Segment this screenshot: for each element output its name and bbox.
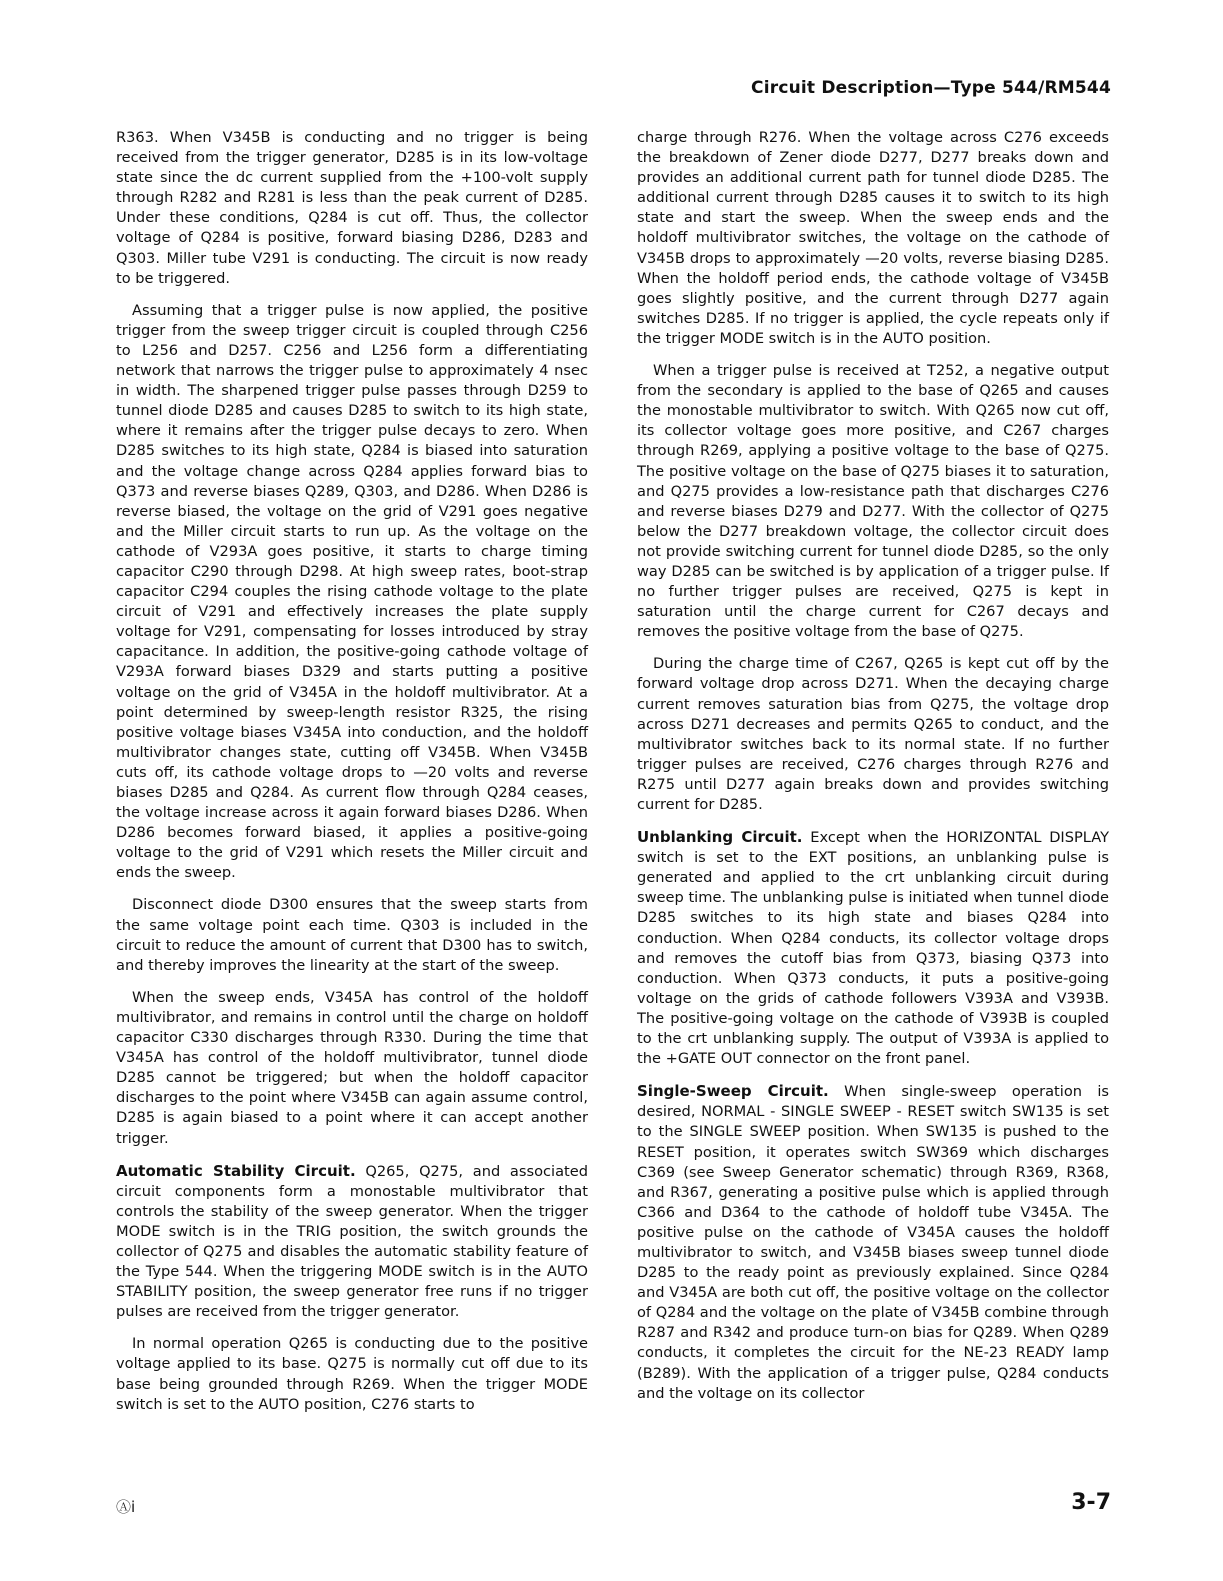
- left-column: [116, 128, 588, 1427]
- right-column: [637, 128, 1109, 1416]
- paragraph: R363. When V345B is conducting and no trigger is being received from the trigger generator, D285 is in its low-voltage state since the dc current supplied from the +100-volt supply through R282 and R281 is less than the peak current of D285. Under these conditions, Q284 is cut off. Thus, the collector voltage of Q284 is positive, forward biasing D286, D283 and Q303. Miller tube V291 is conducting. The circuit is now ready to be triggered.: [116, 129, 588, 287]
- paragraph: When the sweep ends, V345A has control of the holdoff multivibrator, and remains in control until the charge on holdoff capacitor C330 discharges through R330. During the time that V345A has control of the holdoff multivibrator, tunnel diode D285 cannot be triggered; but when the holdoff capacitor discharges to the point where V345B can again assume control, D285 is again biased to a point where it can accept another trigger.: [116, 988, 588, 1147]
- page-header: Circuit Description—Type 544/RM544: [751, 78, 1111, 98]
- section-heading: Single-Sweep Circuit.: [637, 1082, 829, 1101]
- paragraph: When a trigger pulse is received at T252, a negative output from the secondary is applied to the base of Q265 and causes the monostable multivibrator to switch. With Q265 now cut off, its collector voltage goes more positive, and C267 charges through R269, applying a positive voltage to the base of Q275. The positive voltage on the base of Q275 biases it to saturation, and Q275 provides a low-resistance path that discharges C276 and reverse biases D279 and D277. With the collector of Q275 below the D277 breakdown voltage, the collector circuit does not provide switching current for tunnel diode D285, so the only way D285 can be switched is by application of a trigger pulse. If no further trigger pulses are received, Q275 is kept in saturation until the charge current for C267 decays and removes the positive voltage from the base of Q275.: [637, 362, 1109, 641]
- section-heading: Unblanking Circuit.: [637, 828, 803, 847]
- section-heading: Automatic Stability Circuit.: [116, 1161, 356, 1180]
- paragraph-text: Except when the HORIZONTAL DISPLAY switch is set to the EXT positions, an unblanking pulse is generated and applied to the crt unblanking circuit during sweep time. The unblanking pulse is initiated when tunnel diode D285 switches to its high state and biases Q284 into conduction. When Q284 conducts, its collector voltage drops and removes the cutoff bias from Q373, biasing Q373 into conduction. When Q373 conducts, it puts a positive-going voltage on the grids of cathode followers V393A and V393B. The positive-going voltage on the cathode of V393B is coupled to the crt unblanking supply. The output of V393A is applied to the +GATE OUT connector on the front panel.: [637, 829, 1110, 1068]
- paragraph: During the charge time of C267, Q265 is kept cut off by the forward voltage drop across D271. When the decaying charge current removes saturation bias from Q275, the voltage drop across D271 decreases and permits Q265 to conduct, and the multivibrator switches back to its normal state. If no further trigger pulses are received, C276 charges through R276 and R275 until D277 again breaks down and provides switching current for D285.: [637, 655, 1109, 813]
- section-paragraph: [637, 1081, 1109, 1404]
- paragraph-text: When single-sweep operation is desired, NORMAL - SINGLE SWEEP - RESET switch SW135 is set to the SINGLE SWEEP position. When SW135 is pushed to the RESET position, it operates switch SW369 which discharges C369 (see Sweep Generator schematic) through R369, R368, and R367, generating a positive pulse which is applied through C366 and D364 to the cathode of holdoff tube V345A. The positive pulse on the cathode of V345A causes the holdoff multivibrator to switch, and V345B biases sweep tunnel diode D285 to the ready point as previously explained. Since Q284 and V345A are both cut off, the positive voltage on the collector of Q284 and the voltage on the plate of V345B combine through R287 and R342 and produce turn-on bias for Q289. When Q289 conducts, it completes the circuit for the NE-23 READY lamp (B289). With the application of a trigger pulse, Q284 conducts and the voltage on its collector: [637, 1083, 1110, 1402]
- revision-mark: Ⓐi: [116, 1498, 136, 1516]
- paragraph-text: Q265, Q275, and associated circuit components form a monostable multivibrator that controls the stability of the sweep generator. When the trigger MODE switch is in the TRIG position, the switch grounds the collector of Q275 and disables the automatic stability feature of the Type 544. When the triggering MODE switch is in the AUTO STABILITY position, the sweep generator free runs if no trigger pulses are received from the trigger generator.: [116, 1162, 588, 1321]
- section-paragraph: [116, 1161, 588, 1323]
- paragraph: In normal operation Q265 is conducting due to the positive voltage applied to its base. Q275 is normally cut off due to its base being grounded through R269. When the trigger MODE switch is set to the AUTO position, C276 starts to: [116, 1335, 588, 1413]
- paragraph: Disconnect diode D300 ensures that the sweep starts from the same voltage point each time. Q303 is included in the circuit to reduce the amount of current that D300 has to switch, and thereby improves the linearity at the start of the sweep.: [116, 896, 588, 974]
- page-number: 3-7: [1071, 1490, 1111, 1515]
- section-paragraph: [637, 827, 1109, 1069]
- paragraph: charge through R276. When the voltage across C276 exceeds the breakdown of Zener diode D277, D277 breaks down and provides an additional current path for tunnel diode D285. The additional current through D285 causes it to switch to its high state and start the sweep. When the sweep ends and the holdoff multivibrator switches, the voltage on the cathode of V345B drops to approximately —20 volts, reverse biasing D285. When the holdoff period ends, the cathode voltage of V345B goes slightly positive, and the current through D277 again switches D285. If no trigger is applied, the cycle repeats only if the trigger MODE switch is in the AUTO position.: [637, 129, 1109, 347]
- paragraph: Assuming that a trigger pulse is now applied, the positive trigger from the sweep trigger circuit is coupled through C256 to L256 and D257. C256 and L256 form a differentiating network that narrows the trigger pulse to approximately 4 nsec in width. The sharpened trigger pulse passes through D259 to tunnel diode D285 and causes D285 to switch to its high state, where it remains after the trigger pulse decays to zero. When D285 switches to its high state, Q284 is biased into saturation and the voltage change across Q284 applies forward bias to Q373 and reverse biases Q289, Q303, and D286. When D286 is reverse biased, the voltage on the grid of V291 goes negative and the Miller circuit starts to run up. As the voltage on the cathode of V293A goes positive, it starts to charge timing capacitor C290 through D298. At high sweep rates, boot-strap capacitor C294 couples the rising cathode voltage to the plate circuit of V291 and effectively increases the plate supply voltage for V291, compensating for losses introduced by stray capacitance. In addition, the positive-going cathode voltage of V293A forward biases D329 and starts putting a positive voltage on the grid of V345A in the holdoff multivibrator. At a point determined by sweep-length resistor R325, the rising positive voltage biases V345A into conduction, and the holdoff multivibrator changes state, cutting off V345B. When V345B cuts off, its cathode voltage drops to —20 volts and reverse biases D285 and Q284. As current flow through Q284 ceases, the voltage increase across it again forward biases D286. When D286 becomes forward biased, it applies a positive-going voltage to the grid of V291 which resets the Miller circuit and ends the sweep.: [116, 301, 588, 882]
